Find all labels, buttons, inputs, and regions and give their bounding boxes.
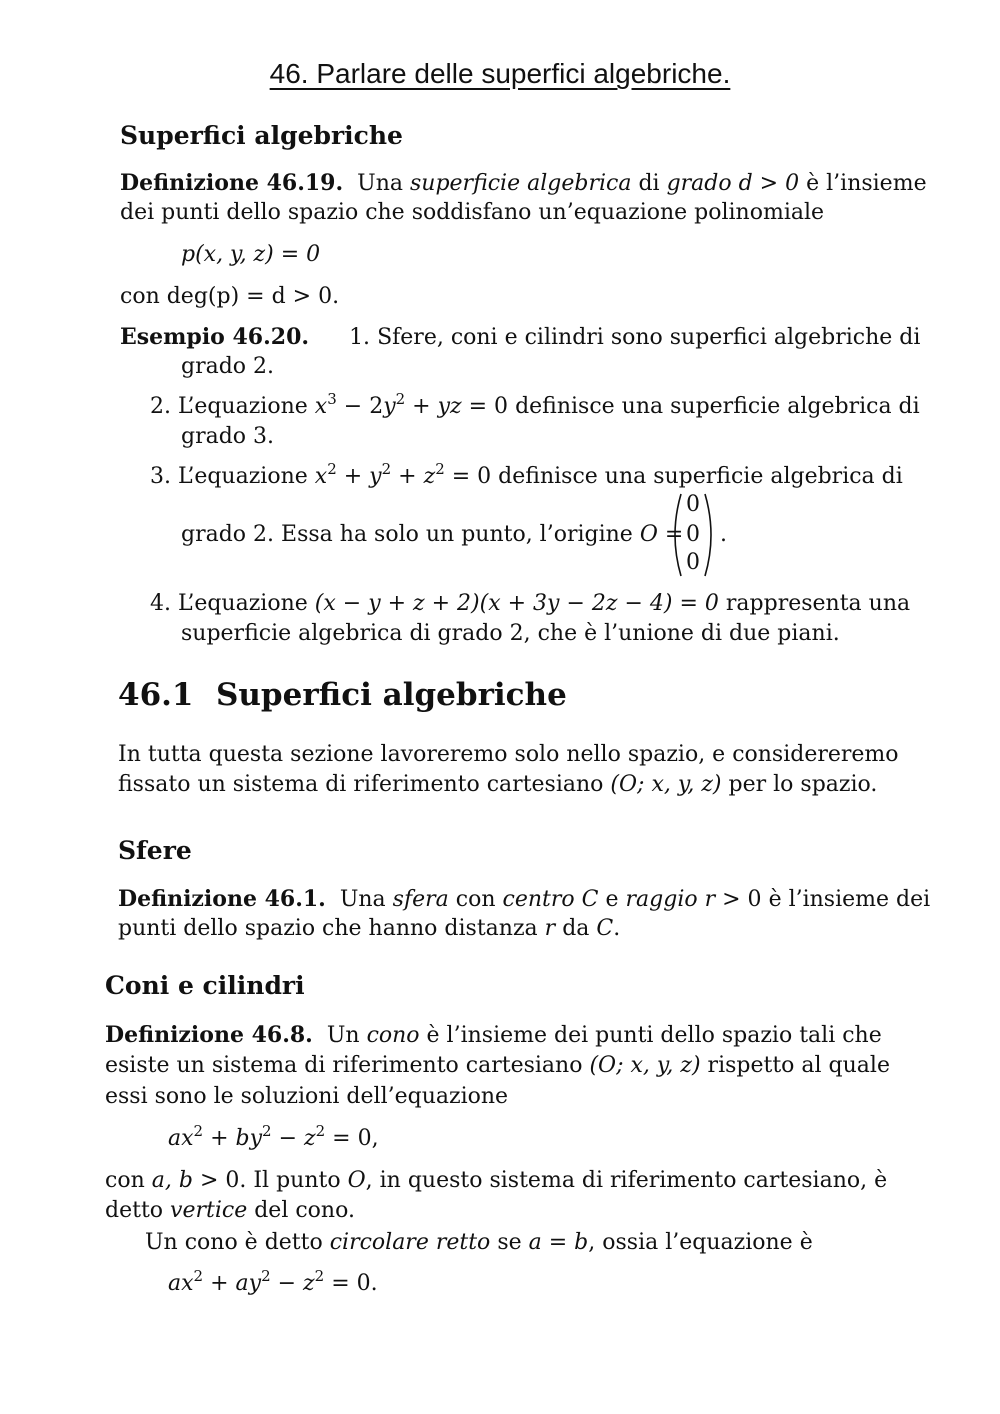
definition-46-8-line3: essi sono le soluzioni dell’equazione (105, 1084, 509, 1109)
example-item3-line1: 3. L’equazione $x^2 + y^2 + z^2 = 0$ definisce una superficie algebrica di (150, 460, 903, 489)
definition-46-19-after: con deg(p) = d > 0. (120, 284, 340, 309)
example-item3-line2: grado 2. Essa ha solo un punto, l’origine O = (181, 522, 684, 547)
definition-46-8-line5: con a, b > 0. Il punto O, in questo sistema di riferimento cartesiano, è (105, 1168, 888, 1193)
circular-cone-equation: $ax^2 + ay^2 - z^2 = 0$. (168, 1267, 378, 1296)
section-46-1-heading: 46.1 Superfici algebriche (118, 677, 567, 713)
section-heading-superfici: Superfici algebriche (120, 121, 403, 150)
section-46-1-para-line2: fissato un sistema di riferimento cartesiano (O; x, y, z) per lo spazio. (118, 772, 878, 797)
definition-46-8-line6: detto vertice del cono. (105, 1198, 355, 1223)
definition-46-8-line7: Un cono è detto circolare retto se a = b, ossia l’equazione è (145, 1230, 813, 1255)
example-item2-line2: grado 3. (181, 424, 275, 449)
example-46-20-line1: Esempio 46.20. 1. Sfere, coni e cilindri sono superfici algebriche di (120, 324, 921, 350)
example-item1-line2: grado 2. (181, 354, 275, 379)
vector-entry: 0 (686, 492, 700, 517)
equation-p: p(x, y, z) = 0 (181, 242, 321, 267)
definition-46-8-line2: esiste un sistema di riferimento cartesiano (O; x, y, z) rispetto al quale (105, 1053, 890, 1078)
cone-equation: $ax^2 + by^2 - z^2 = 0$, (168, 1122, 379, 1151)
origin-vector (671, 492, 715, 578)
example-item4-line2: superficie algebrica di grado 2, che è l’unione di due piani. (181, 621, 840, 646)
definition-46-19-line1: Definizione 46.19. Una superficie algebrica di grado d > 0 è l’insieme (120, 170, 927, 196)
vector-entry: 0 (686, 522, 700, 547)
definition-46-8-line1: Definizione 46.8. Un cono è l’insieme dei punti dello spazio tali che (105, 1022, 882, 1048)
vector-entry: 0 (686, 550, 700, 575)
page-title: 46. Parlare delle superfici algebriche. (269, 58, 731, 89)
section-46-1-para-line1: In tutta questa sezione lavoreremo solo nello spazio, e considereremo (118, 742, 899, 767)
definition-label: Definizione 46.1. (118, 886, 326, 912)
example-item2-line1: 2. L’equazione $x^3 - 2y^2$ + yz = 0 definisce una superficie algebrica di (150, 390, 920, 419)
coni-heading: Coni e cilindri (105, 971, 305, 1000)
example-label: Esempio 46.20. (120, 324, 310, 350)
definition-label: Definizione 46.8. (105, 1022, 313, 1048)
sfere-heading: Sfere (118, 836, 192, 865)
definition-label: Definizione 46.19. (120, 170, 344, 196)
definition-46-19-line2: dei punti dello spazio che soddisfano un’equazione polinomiale (120, 200, 825, 225)
definition-46-1-line2: punti dello spazio che hanno distanza r da C. (118, 916, 621, 941)
definition-46-1-line1: Definizione 46.1. Una sfera con centro C e raggio r > 0 è l’insieme dei (118, 886, 931, 912)
example-item4-line1: 4. L’equazione (x − y + z + 2)(x + 3y − 2z − 4) = 0 rappresenta una (150, 591, 911, 616)
